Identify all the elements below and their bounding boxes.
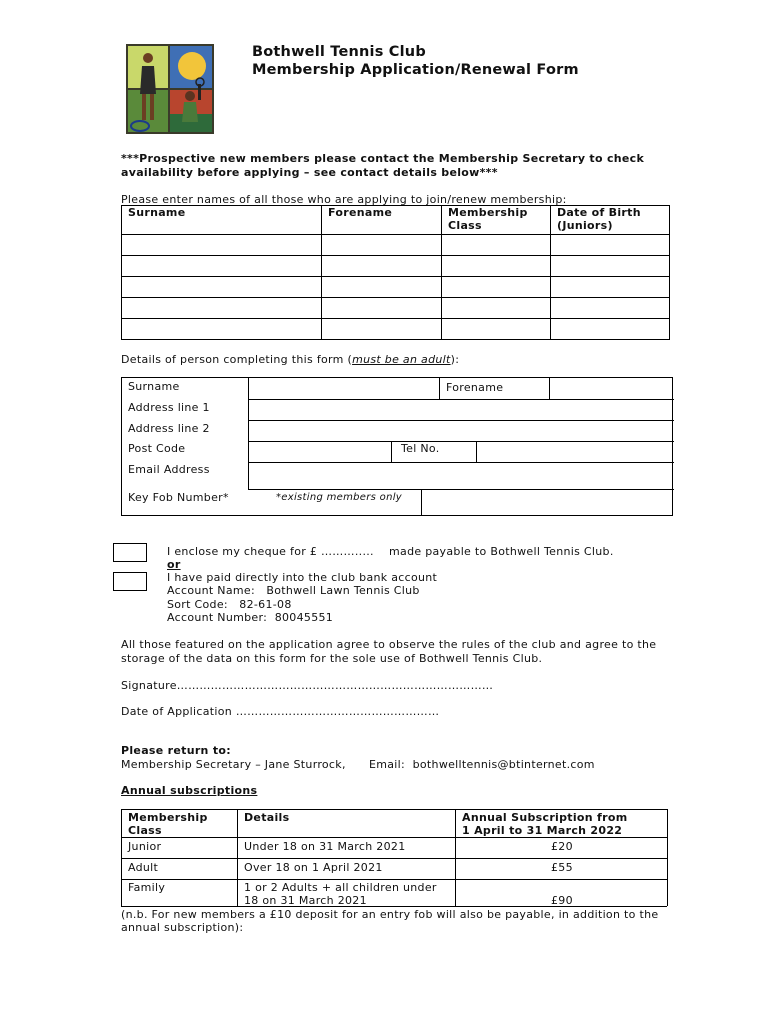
sub-row-details: Over 18 on 1 April 2021 — [244, 861, 383, 874]
bank-transfer-checkbox[interactable] — [113, 572, 147, 591]
cheque-checkbox[interactable] — [113, 543, 147, 562]
sub-row-details: 1 or 2 Adults + all children under 18 on 31 March 2021 — [244, 881, 437, 907]
tel-field[interactable] — [477, 442, 672, 461]
forename-cell[interactable] — [322, 235, 442, 256]
applicant-row — [122, 235, 670, 256]
club-logo — [126, 44, 214, 134]
keyfob-label: Key Fob Number* — [128, 491, 229, 504]
sub-row-fee: £90 — [551, 894, 573, 907]
completer-intro: Details of person completing this form (must be an adult): — [121, 353, 460, 366]
col-surname: Surname — [122, 206, 322, 235]
postcode-field[interactable] — [249, 442, 390, 461]
subscription-note-line-2: annual subscription): — [121, 921, 244, 934]
dob-cell[interactable] — [551, 256, 670, 277]
surname-cell[interactable] — [122, 319, 322, 340]
sub-col-fee: Annual Subscription from 1 April to 31 March 2022 — [462, 811, 628, 837]
dob-cell[interactable] — [551, 319, 670, 340]
account-name: Account Name: Bothwell Lawn Tennis Club — [167, 584, 420, 597]
applicants-table — [121, 205, 670, 340]
return-heading: Please return to: — [121, 744, 231, 757]
sub-col-details: Details — [244, 811, 290, 824]
notice-line-1: ***Prospective new members please contact the Membership Secretary to check — [121, 152, 645, 165]
surname-cell[interactable] — [122, 235, 322, 256]
keyfob-field[interactable] — [422, 490, 672, 515]
notice-line-2: availability before applying – see contact details below*** — [121, 166, 498, 179]
surname-field[interactable] — [249, 379, 438, 398]
applicant-row — [122, 298, 670, 319]
club-name: Bothwell Tennis Club — [252, 44, 426, 60]
class-cell[interactable] — [442, 235, 551, 256]
surname-cell[interactable] — [122, 277, 322, 298]
cheque-text: I enclose my cheque for £ ………..... made payable to Bothwell Tennis Club. — [167, 545, 614, 558]
bank-line: I have paid directly into the club bank account — [167, 571, 438, 584]
dob-cell[interactable] — [551, 298, 670, 319]
return-secretary: Membership Secretary – Jane Sturrock, — [121, 758, 346, 771]
form-title: Membership Application/Renewal Form — [252, 62, 579, 78]
sub-row-details: Under 18 on 31 March 2021 — [244, 840, 406, 853]
address2-field[interactable] — [249, 421, 672, 440]
date-of-application-line[interactable]: Date of Application ……………………………………………… — [121, 705, 440, 718]
col-date-of-birth: Date of Birth (Juniors) — [551, 206, 670, 235]
postcode-label: Post Code — [128, 442, 186, 455]
surname-cell[interactable] — [122, 298, 322, 319]
sort-code: Sort Code: 82-61-08 — [167, 598, 292, 611]
completer-form — [121, 377, 673, 516]
sub-row-fee: £55 — [551, 861, 573, 874]
address1-field[interactable] — [249, 400, 672, 419]
sub-row-class: Family — [128, 881, 166, 894]
col-forename: Forename — [322, 206, 442, 235]
forename-cell[interactable] — [322, 298, 442, 319]
email-field[interactable] — [249, 463, 672, 488]
surname-label: Surname — [128, 380, 180, 393]
forename-field[interactable] — [550, 379, 672, 398]
forename-cell[interactable] — [322, 256, 442, 277]
subscriptions-table — [121, 809, 667, 907]
address1-label: Address line 1 — [128, 401, 210, 414]
class-cell[interactable] — [442, 277, 551, 298]
agreement-line-2: storage of the data on this form for the sole use of Bothwell Tennis Club. — [121, 652, 543, 665]
return-email: Email: bothwelltennis@btinternet.com — [369, 758, 595, 771]
subscription-note-line-1: (n.b. For new members a £10 deposit for an entry fob will also be payable, in addition to the — [121, 908, 659, 921]
subscriptions-heading: Annual subscriptions — [121, 784, 258, 797]
address2-label: Address line 2 — [128, 422, 210, 435]
surname-cell[interactable] — [122, 256, 322, 277]
tel-label: Tel No. — [401, 442, 440, 455]
class-cell[interactable] — [442, 319, 551, 340]
sub-row-class: Junior — [128, 840, 162, 853]
applicant-row — [122, 256, 670, 277]
applicant-row — [122, 277, 670, 298]
dob-cell[interactable] — [551, 235, 670, 256]
forename-label: Forename — [446, 381, 504, 394]
sub-row-class: Adult — [128, 861, 159, 874]
agreement-line-1: All those featured on the application agree to observe the rules of the club and agree to the — [121, 638, 657, 651]
class-cell[interactable] — [442, 256, 551, 277]
email-label: Email Address — [128, 463, 210, 476]
or-label: or — [167, 558, 181, 571]
sub-row-fee: £20 — [551, 840, 573, 853]
signature-line[interactable]: Signature………………………………………………………………………… — [121, 679, 494, 692]
keyfob-note: *existing members only — [276, 492, 403, 503]
forename-cell[interactable] — [322, 277, 442, 298]
applicant-row — [122, 319, 670, 340]
applicants-intro: Please enter names of all those who are applying to join/renew membership: — [121, 193, 567, 206]
col-membership-class: Membership Class — [442, 206, 551, 235]
dob-cell[interactable] — [551, 277, 670, 298]
account-number: Account Number: 80045551 — [167, 611, 334, 624]
class-cell[interactable] — [442, 298, 551, 319]
sub-col-class: Membership Class — [128, 811, 208, 837]
forename-cell[interactable] — [322, 319, 442, 340]
